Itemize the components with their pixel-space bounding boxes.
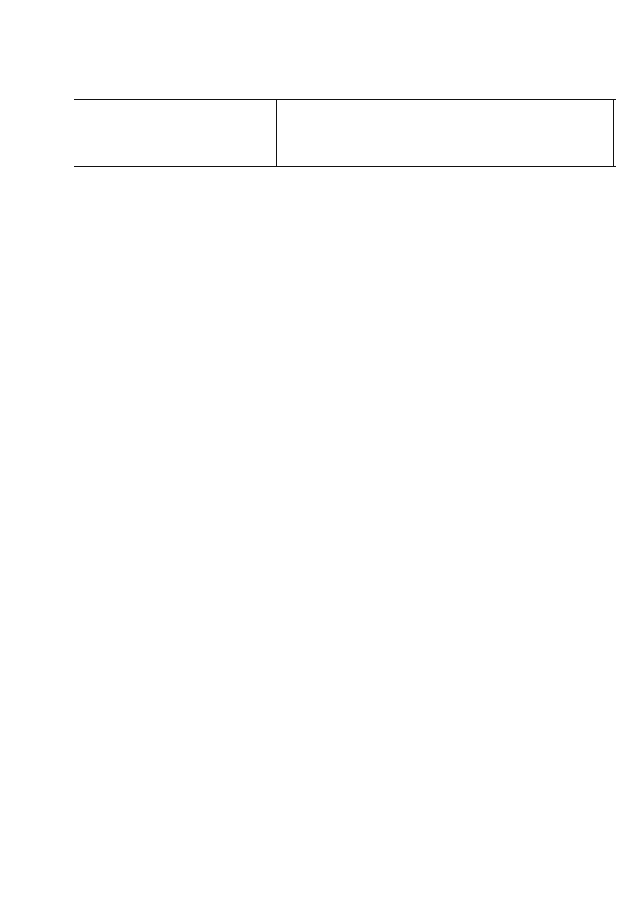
table-header xyxy=(74,99,616,167)
header-name xyxy=(276,100,614,166)
header-code xyxy=(74,100,276,167)
